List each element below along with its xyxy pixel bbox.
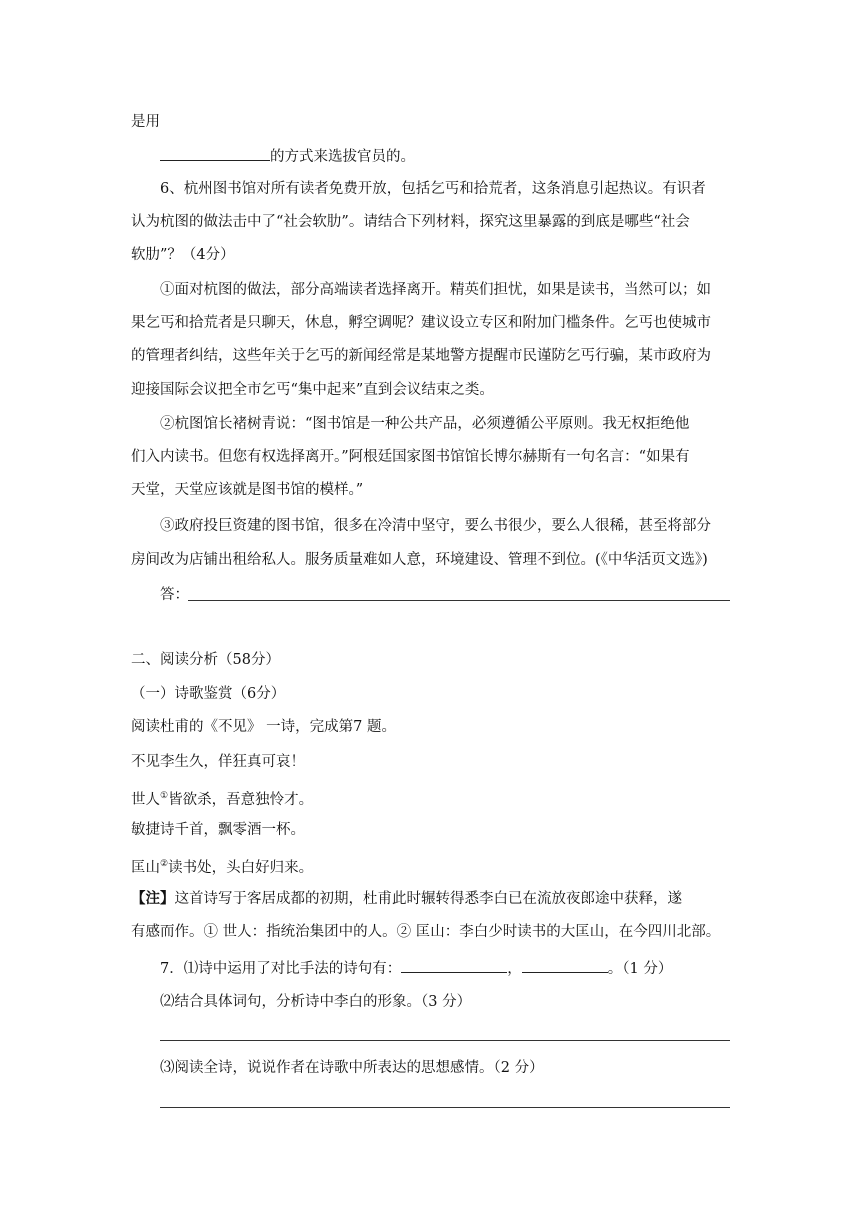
q5-line2-suffix: 的方式来选拔官员的。 [270,149,415,165]
q7-3-answer-line[interactable] [160,1107,730,1108]
q6-material1-line3: 的管理者纠结，这些年关于乞丐的新闻经常是某地警方提醒市民谨防乞丐行骗，某市政府为 [131,348,711,364]
q6-material1-line2: 果乞丐和拾荒者是只聊天，休息，孵空调呢？建议设立专区和附加门槛条件。乞丐也使城市 [131,315,711,331]
q5-answer-blank[interactable] [160,145,270,161]
poem-intro: 阅读杜甫的《不见》 一诗，完成第7 题。 [131,719,396,735]
poem-line-4 [131,854,313,878]
poem-line-1: 不见李生久，佯狂真可哀！ [131,754,305,770]
poem-line-2-b: 皆欲杀，吾意独怜才。 [168,792,314,808]
q5-text-line1: 是用 [131,114,160,130]
q6-answer-line[interactable] [188,600,730,601]
q6-material3-line2: 房间改为店铺出租给私人。服务质量难如人意，环境建设、管理不到位。(《中华活页文选》) [131,552,708,568]
q6-material2-line3: 天堂，天堂应该就是图书馆的模样。” [131,482,364,498]
q6-stem-line2: 认为杭图的做法击中了“社会软肋”。请结合下列材料，探究这里暴露的到底是哪些“社会 [131,214,690,230]
q6-material3-line1: ③政府投巨资建的图书馆，很多在冷清中坚守，要么书很少，要么人很稀，甚至将部分 [160,518,711,534]
q7-1-prompt: 7．⑴诗中运用了对比手法的诗句有： [160,961,402,977]
poem-line-2-a: 世人 [131,792,160,808]
poem-note-line1 [131,889,682,909]
poem-note-line2: 有感而作。① 世人：指统治集团中的人。② 匡山：李白少时读书的大匡山，在今四川北部。 [131,924,721,940]
q6-material2-line1: ②杭图馆长褚树青说：“图书馆是一种公共产品，必须遵循公平原则。我无权拒绝他 [160,416,690,432]
q7-1-blank-b[interactable] [522,957,608,973]
q6-stem-line1: 6、杭州图书馆对所有读者免费开放，包括乞丐和拾荒者，这条消息引起热议。有识者 [160,181,706,197]
q6-material1-line1: ①面对杭图的做法，部分高端读者选择离开。精英们担忧，如果是读书，当然可以；如 [160,282,711,298]
q6-stem-line3: 软肋”？（4分） [131,247,235,263]
q6-answer-label: 答： [160,587,189,603]
poem-line-4-a: 匡山 [131,860,160,876]
section2-subtitle-poetry: （一）诗歌鉴赏（6分） [131,686,286,702]
q7-1 [160,957,672,979]
poem-line-2 [131,786,313,810]
q7-1-sep: ， [507,961,522,977]
q7-3: ⑶阅读全诗，说说作者在诗歌中所表达的思想感情。（2 分） [160,1060,544,1076]
note-label: 【注】 [131,890,175,907]
q6-material1-line4: 迎接国际会议把全市乞丐“集中起来”直到会议结束之类。 [131,382,494,398]
q7-1-blank-a[interactable] [401,957,507,973]
q7-2: ⑵结合具体词句，分析诗中李白的形象。（3 分） [160,994,472,1010]
footnote-mark-1: ① [160,791,169,801]
poem-line-4-b: 读书处，头白好归来。 [168,860,314,876]
section2-title: 二、阅读分析（58分） [131,652,280,668]
note-text-1: 这首诗写于客居成都的初期，杜甫此时辗转得悉李白已在流放夜郎途中获释，遂 [174,891,682,907]
q7-2-answer-line[interactable] [160,1040,730,1041]
q6-material2-line2: 们入内读书。但您有权选择离开。”阿根廷国家图书馆馆长博尔赫斯有一句名言：“如果有 [131,449,690,465]
q7-1-suffix: 。（1 分） [607,961,673,977]
q5-text-line2 [160,145,415,167]
poem-line-3: 敏捷诗千首，飘零酒一杯。 [131,822,305,838]
footnote-mark-2: ② [160,859,169,869]
